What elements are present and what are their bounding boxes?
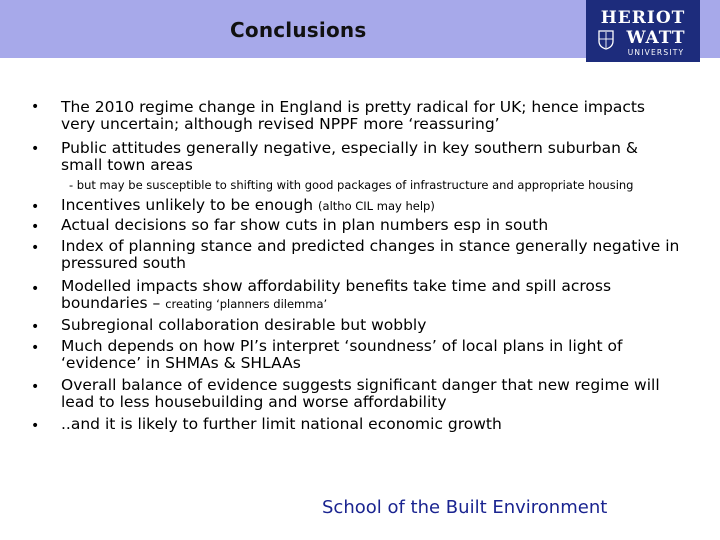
- bullet-subregional: Subregional collaboration desirable but wobbly: [61, 316, 427, 334]
- heriot-watt-logo: [586, 0, 700, 62]
- bullet-regime-change: The 2010 regime change in England is pretty radical for UK; hence impacts very uncertain; although revised NPPF more ‘reassuring’: [61, 98, 646, 133]
- bullet-marker: •: [31, 240, 40, 256]
- logo-line-heriot: HERIOT: [600, 8, 686, 28]
- bullet-text: Incentives unlikely to be enough: [61, 196, 319, 214]
- bullet-modelled-impacts: [61, 278, 651, 313]
- bullet-public-attitudes: Public attitudes generally negative, especially in key southern suburban & small town areas: [61, 139, 638, 174]
- bullet-actual-decisions: Actual decisions so far show cuts in plan numbers esp in south: [61, 216, 549, 234]
- bullet-marker: •: [31, 340, 40, 356]
- bullet-note: creating ‘planners dilemma’: [165, 297, 328, 311]
- bullet-marker: •: [31, 319, 40, 335]
- logo-line-watt: WATT: [626, 28, 686, 48]
- footer-school-name: School of the Built Environment: [322, 497, 608, 518]
- bullet-text: Modelled impacts show affordability benefits take time and spill across boundaries –: [61, 277, 612, 312]
- bullet-incentives: [61, 197, 711, 215]
- bullet-economic-growth: ..and it is likely to further limit national economic growth: [61, 415, 502, 433]
- bullet-marker: •: [31, 219, 40, 235]
- bullet-overall-balance: Overall balance of evidence suggests significant danger that new regime will lead to less housebuilding and worse affordability: [61, 376, 660, 411]
- bullet-soundness: Much depends on how PI’s interpret ‘soundness’ of local plans in light of ‘evidence’ in SHMAs & SHLAAs: [61, 337, 623, 372]
- bullet-marker: •: [31, 199, 40, 215]
- bullet-marker: •: [31, 281, 40, 297]
- logo-line-university: UNIVERSITY: [627, 48, 685, 57]
- bullet-marker: •: [31, 141, 40, 157]
- sub-note: - but may be susceptible to shifting with good packages of infrastructure and appropriate housing: [69, 178, 634, 192]
- bullet-marker: •: [31, 379, 40, 395]
- bullet-note: (altho CIL may help): [318, 199, 435, 213]
- bullet-planning-stance: Index of planning stance and predicted changes in stance generally negative in pressured south: [61, 237, 680, 272]
- slide-title: Conclusions: [230, 18, 367, 42]
- bullet-marker: •: [31, 99, 40, 115]
- bullet-marker: •: [31, 418, 40, 434]
